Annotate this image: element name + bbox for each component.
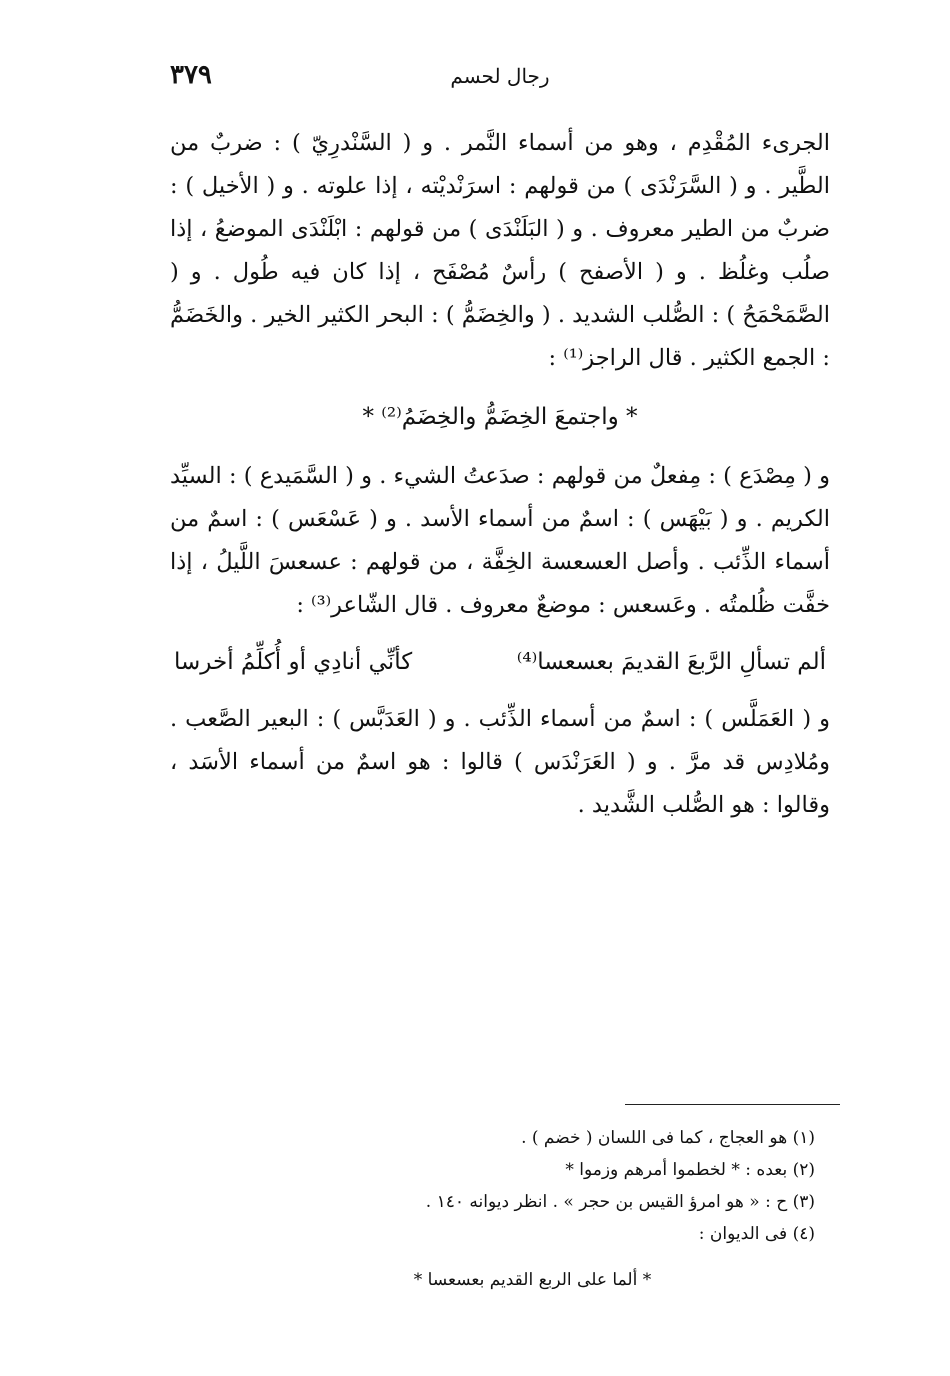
footnote-2: (٢) بعده : * لخطموا أمرهم وزموا *	[565, 1160, 815, 1180]
footnote-1: (١) هو العجاج ، كما فى اللسان ( خضم ) .	[521, 1128, 815, 1148]
verse-rajaz: * واجتمعَ الخِضَمُّ والخِضَمُ⁽²⁾ *	[362, 404, 638, 430]
paragraph-1: الجرىء المُقْدِم ، وهو من أسماء النَّمر . و ( السَّنْدرِيّ ) : ضربٌ من الطَّير . و ( السَّرَنْدَى ) من قولهم : اسرَنْديْته ، إذا علوته . و ( الأخيل ) : ضربٌ من الطير معروف . و ( البَلَنْدَى ) من قولهم : ابْلَنْدَى الموضعُ ، إذا صلُب وغلُظ . و ( الأصفح ) رأسٌ مُصْفَح ، إذا كان فيه طُول . و ( الصَّمَحْمَحُ ) : الصُّلب الشديد . ( والخِضَمُّ ) : البحر الكثير الخير . والخَضَمُّ : الجمع الكثير . قال الراجز⁽¹⁾ :	[170, 130, 830, 371]
paragraph-2: و ( مِصْدَع ) : مِفعلٌ من قولهم : صدَعتُ الشيء . و ( السَّمَيدع ) : السيِّد الكريم . و ( بَيْهَس ) : اسمٌ من أسماء الأسد . و ( عَسْعَس ) : اسمٌ من أسماء الذِّئب . وأصل العسعسة الخِفَّة ، من قولهم : عسعسَ اللَّيلُ ، إذا خفَّت ظُلمتُه . وعَسعس : موضعٌ معروف . قال الشّاعر⁽³⁾ :	[170, 463, 830, 618]
paragraph-3: و ( العَمَلَّس ) : اسمٌ من أسماء الذِّئب . و ( العَدَبَّس ) : البعير الصَّعب . ومُلادِس قد مرَّ . و ( العَرَنْدَس ) قالوا : هو اسمٌ من أسماء الأسَد ، وقالوا : هو الصُّلب الشَّديد .	[170, 706, 830, 818]
running-head	[170, 60, 830, 100]
verse-second-hemistich: كأنِّي أنادِي أو أُكلِّمُ أخرسا	[174, 649, 413, 675]
footnote-4: (٤) فى الديوان :	[698, 1224, 815, 1244]
footnote-4-verse: * ألما على الربع القديم بعسعسا *	[413, 1270, 652, 1290]
page-number: ٣٧٩	[170, 60, 212, 90]
footnotes	[170, 1122, 815, 1296]
footnote-divider	[625, 1104, 840, 1105]
footnote-3: (٣) ح : « هو امرؤ القيس بن حجر » . انظر ديوانه ١٤٠ .	[425, 1192, 815, 1212]
verse-first-hemistich: ألم تسألِ الرَّبعَ القديمَ بعسعسا⁽⁴⁾	[516, 649, 826, 675]
verse-couplet	[170, 641, 830, 684]
running-title: رجال لحسم	[450, 64, 550, 88]
body-text	[170, 122, 830, 827]
